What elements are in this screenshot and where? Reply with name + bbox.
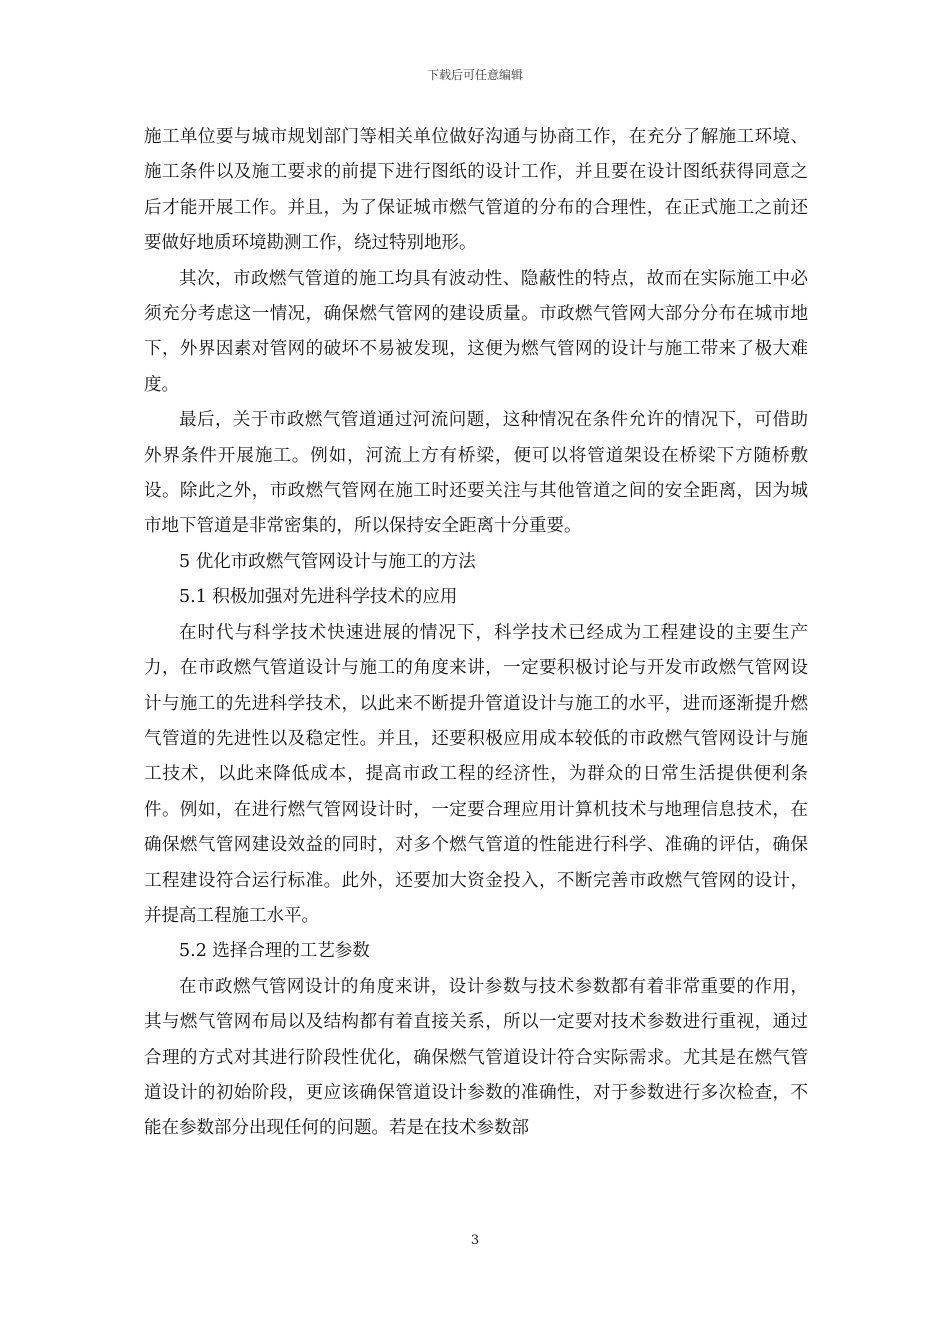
paragraph-secondly: 其次，市政燃气管道的施工均具有波动性、隐蔽性的特点，故而在实际施工中必须充分考虑这一情况，确保燃气管网的建设质量。市政燃气管网大部分分布在城市地下，外界因素对管网的破坏不易被发现，这便为燃气管网的设计与施工带来了极大难度。 [144,268,808,395]
page-number: 3 [470,1233,480,1248]
paragraph-finally: 最后，关于市政燃气管道通过河流问题，这种情况在条件允许的情况下，可借助外界条件开展施工。例如，河流上方有桥梁，便可以将管道架设在桥梁下方随桥敷设。除此之外，市政燃气管网在施工时还要关注与其他管道之间的安全距离，因为城市地下管道是非常密集的，所以保持安全距离十分重要。 [144,410,808,537]
subsection-heading-5-1: 5.1 积极加强对先进科学技术的应用 [179,587,458,608]
page-header: 下载后可任意编辑 [426,68,523,82]
paragraph-technology: 在时代与科学技术快速进展的情况下，科学技术已经成为工程建设的主要生产力，在市政燃气管道设计与施工的角度来讲，一定要积极讨论与开发市政燃气管网设计与施工的先进科学技术，以此来不断提升管道设计与施工的水平，进而逐渐提升燃气管道的先进性以及稳定性。并且，还要积极应用成本较低的市政燃气管网设计与施工技术，以此来降低成本，提高市政工程的经济性，为群众的日常生活提供便利条件。例如，在进行燃气管网设计时，一定要合理应用计算机技术与地理信息技术，在确保燃气管网建设效益的同时，对多个燃气管道的性能进行科学、准确的评估，确保工程建设符合运行标准。此外，还要加大资金投入，不断完善市政燃气管网的设计，并提高工程施工水平。 [144,622,808,926]
section-heading-5: 5 优化市政燃气管网设计与施工的方法 [179,551,476,572]
paragraph-parameters: 在市政燃气管网设计的角度来讲，设计参数与技术参数都有着非常重要的作用，其与燃气管网布局以及结构都有着直接关系，所以一定要对技术参数进行重视，通过合理的方式对其进行阶段性优化，确保燃气管道设计符合实际需求。尤其是在燃气管道设计的初始阶段，更应该确保管道设计参数的准确性，对于参数进行多次检查，不能在参数部分出现任何的问题。若是在技术参数部 [144,976,808,1139]
document-body [144,120,808,1147]
subsection-heading-5-2: 5.2 选择合理的工艺参数 [179,941,370,962]
paragraph-continuation: 施工单位要与城市规划部门等相关单位做好沟通与协商工作，在充分了解施工环境、施工条件以及施工要求的前提下进行图纸的设计工作，并且要在设计图纸获得同意之后才能开展工作。并且，为了保证城市燃气管道的分布的合理性，在正式施工之前还要做好地质环境勘测工作，绕过特别地形。 [144,127,808,254]
